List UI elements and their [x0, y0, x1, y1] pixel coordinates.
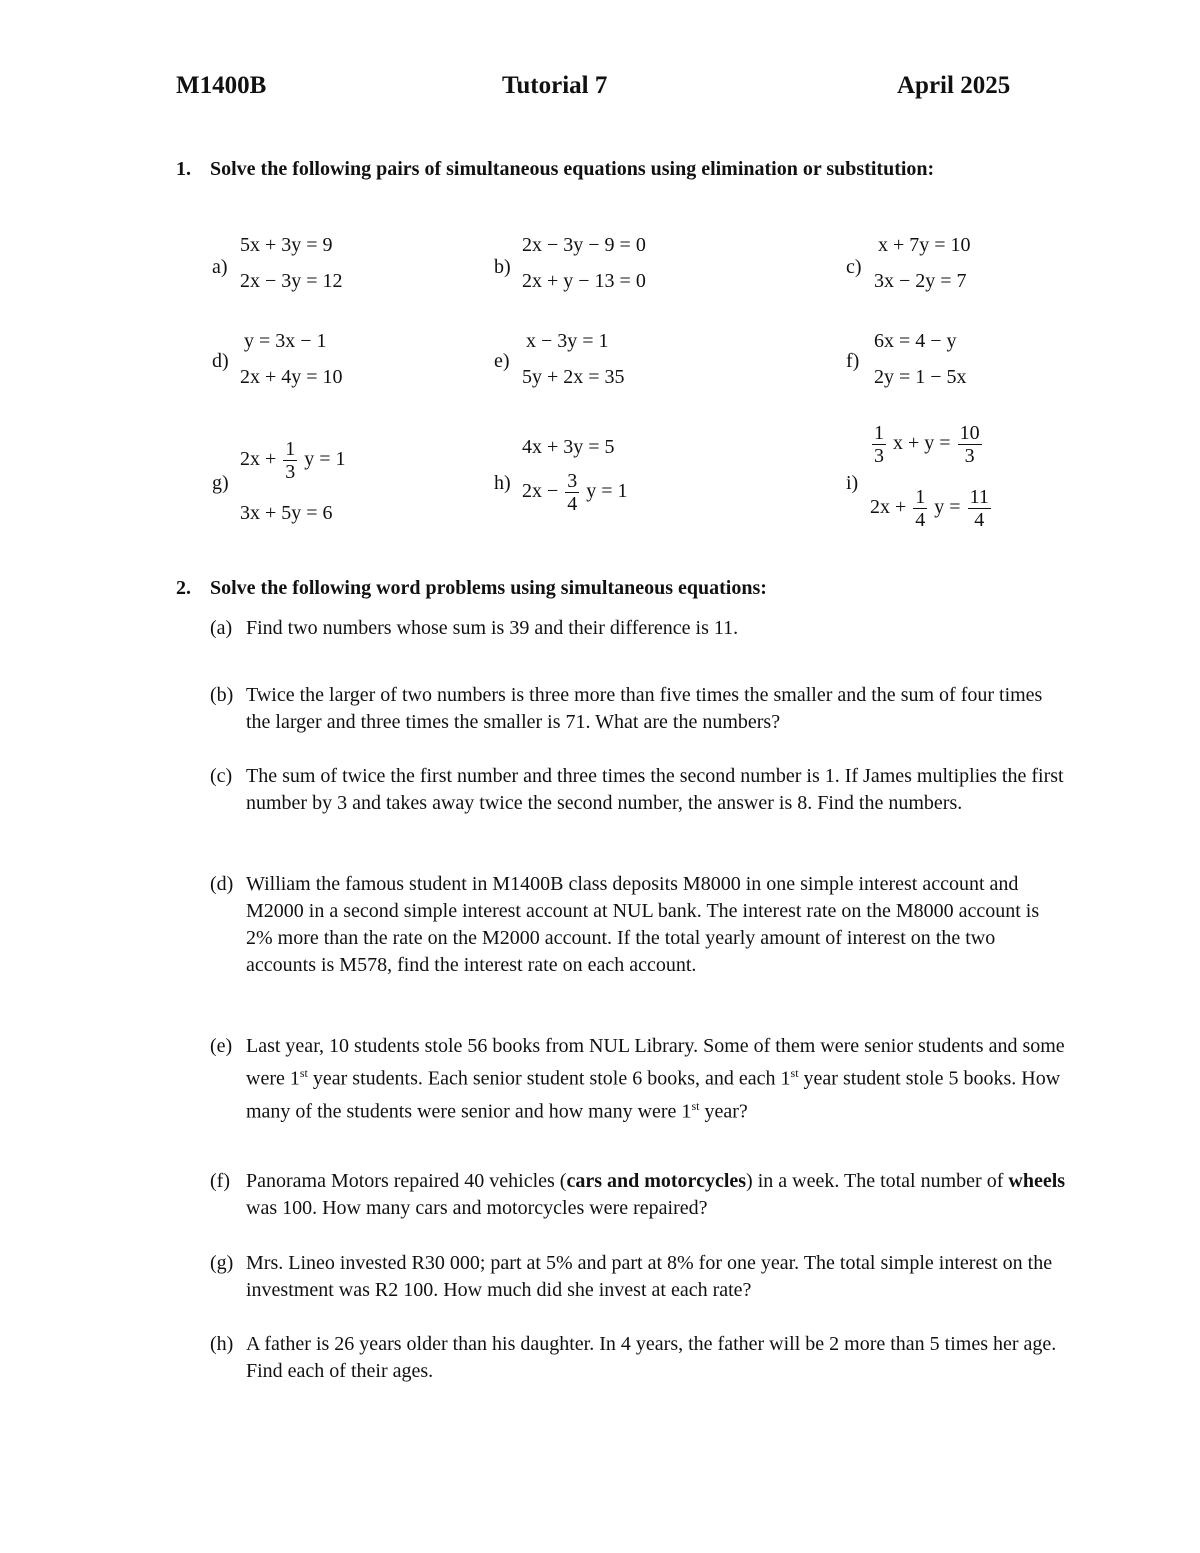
numerator: 3 — [567, 470, 578, 492]
ordinal-suffix: st — [790, 1066, 799, 1080]
equation-1: y = 3x − 1 — [244, 330, 327, 352]
problem-label: (g) — [210, 1252, 234, 1274]
equation-2 — [522, 470, 628, 515]
denominator: 4 — [974, 509, 985, 531]
problem-text: Find two numbers whose sum is 39 and their difference is 11. — [246, 617, 739, 639]
problem-text: Twice the larger of two numbers is three more than five times the smaller and the sum of four times the larger and three times the smaller is 71. What are the numbers? — [246, 684, 1043, 733]
system-label: d) — [212, 350, 229, 372]
text-segment: was 100. How many cars and motorcycles were repaired? — [246, 1197, 708, 1219]
question-text: Solve the following pairs of simultaneous equations using elimination or substitution: — [210, 158, 935, 180]
text-segment: year? — [699, 1100, 748, 1123]
equation-1 — [240, 438, 346, 483]
equation-2: 3x + 5y = 6 — [240, 502, 333, 524]
ordinal-suffix: st — [691, 1098, 700, 1113]
equation-2: 2x − 3y = 12 — [240, 270, 343, 292]
equation-part: 2x + — [240, 448, 277, 471]
text-segment: Panorama Motors repaired 40 vehicles ( — [246, 1170, 567, 1192]
problem-text: William the famous student in M1400B class deposits M8000 in one simple interest account and M2000 in a second simple interest account at NUL bank. The interest rate on the M8000 account is 2% more than the rate on the M2000 account. If the total yearly amount of interest on the two accounts is M578, find the interest rate on each account. — [246, 873, 1040, 976]
word-problem-a — [210, 615, 1070, 642]
course-code: M1400B — [176, 72, 267, 99]
equation-2: 2y = 1 − 5x — [874, 366, 967, 388]
question-1-heading — [176, 155, 990, 183]
problem-label: (f) — [210, 1170, 230, 1192]
denominator: 3 — [874, 445, 884, 467]
equation-1 — [870, 422, 984, 467]
equation-part: y = — [934, 496, 961, 519]
bold-text: wheels — [1008, 1170, 1066, 1192]
question-number: 2. — [176, 577, 191, 599]
text-segment: ) in a week. The total number of — [746, 1170, 1009, 1192]
problem-label: (c) — [210, 765, 233, 787]
equation-2: 2x + 4y = 10 — [240, 366, 343, 388]
problem-label: (e) — [210, 1035, 233, 1057]
system-label: e) — [494, 350, 510, 372]
numerator: 10 — [959, 422, 980, 444]
text-segment: Last year, 10 students stole 56 books from NUL Library. Some of them were senior students and some were 1 — [246, 1035, 1065, 1090]
word-problem-d — [210, 871, 1070, 979]
system-label: c) — [846, 256, 862, 278]
numerator: 1 — [915, 486, 926, 508]
equation-2: 2x + y − 13 = 0 — [522, 270, 646, 292]
denominator: 3 — [964, 445, 975, 467]
bold-text: cars and motorcycles — [566, 1170, 747, 1192]
system-label: f) — [846, 350, 860, 372]
word-problem-c — [210, 763, 1070, 817]
fraction — [958, 422, 982, 467]
equation-part: y = 1 — [304, 448, 346, 471]
equation-2 — [870, 486, 993, 531]
denominator: 4 — [915, 509, 926, 531]
equation-1: 2x − 3y − 9 = 0 — [522, 234, 646, 256]
ordinal-suffix: st — [299, 1066, 308, 1080]
equation-part: x + y = — [893, 432, 951, 455]
system-label: h) — [494, 472, 511, 494]
tutorial-title: Tutorial 7 — [502, 72, 608, 99]
fraction — [913, 486, 927, 531]
date: April 2025 — [897, 72, 1011, 99]
problem-label: (a) — [210, 617, 233, 639]
denominator: 4 — [567, 493, 578, 515]
problem-text — [246, 1033, 1070, 1125]
equation-1: x + 7y = 10 — [878, 234, 971, 256]
equation-part: 2x − — [522, 480, 559, 503]
system-label: g) — [212, 472, 229, 494]
word-problem-f — [210, 1168, 1070, 1222]
word-problem-h — [210, 1331, 1070, 1385]
question-text: Solve the following word problems using simultaneous equations: — [210, 577, 767, 599]
numerator: 1 — [874, 422, 884, 444]
fraction — [565, 470, 579, 515]
problem-label: (h) — [210, 1333, 234, 1355]
problem-label: (b) — [210, 684, 234, 706]
denominator: 3 — [285, 461, 296, 483]
question-number: 1. — [176, 158, 191, 180]
equation-part: y = 1 — [586, 480, 628, 503]
equation-1: 5x + 3y = 9 — [240, 234, 333, 256]
fraction — [283, 438, 297, 483]
equation-1: x − 3y = 1 — [526, 330, 609, 352]
equation-part: 2x + — [870, 496, 907, 519]
system-label: b) — [494, 256, 511, 278]
problem-label: (d) — [210, 873, 234, 895]
problem-text: Mrs. Lineo invested R30 000; part at 5% and part at 8% for one year. The total simple interest on the investment was R2 100. How much did she invest at each rate? — [246, 1252, 1053, 1301]
word-problem-e — [210, 1033, 1070, 1125]
question-2-heading — [176, 574, 990, 602]
text-segment: year students. Each senior student stole 6 books, and each 1 — [307, 1067, 791, 1090]
text-segment: year student stole 5 books. How many of the students were senior and how many were 1 — [246, 1067, 1061, 1123]
system-label: a) — [212, 256, 228, 278]
equation-1: 4x + 3y = 5 — [522, 436, 615, 458]
word-problem-b — [210, 682, 1070, 736]
equation-1: 6x = 4 − y — [874, 330, 957, 352]
numerator: 1 — [285, 438, 296, 460]
problem-text: The sum of twice the first number and three times the second number is 1. If James multiplies the first number by 3 and takes away twice the second number, the answer is 8. Find the numbers. — [246, 765, 1064, 814]
equation-2: 3x − 2y = 7 — [874, 270, 967, 292]
fraction — [968, 486, 991, 531]
word-problem-g — [210, 1250, 1070, 1304]
problem-text — [246, 1168, 1070, 1222]
problem-text: A father is 26 years older than his daughter. In 4 years, the father will be 2 more than 5 times her age. Find each of their ages. — [246, 1333, 1057, 1382]
fraction — [872, 422, 886, 467]
system-label: i) — [846, 472, 859, 494]
numerator: 11 — [969, 486, 989, 508]
equation-2: 5y + 2x = 35 — [522, 366, 625, 388]
